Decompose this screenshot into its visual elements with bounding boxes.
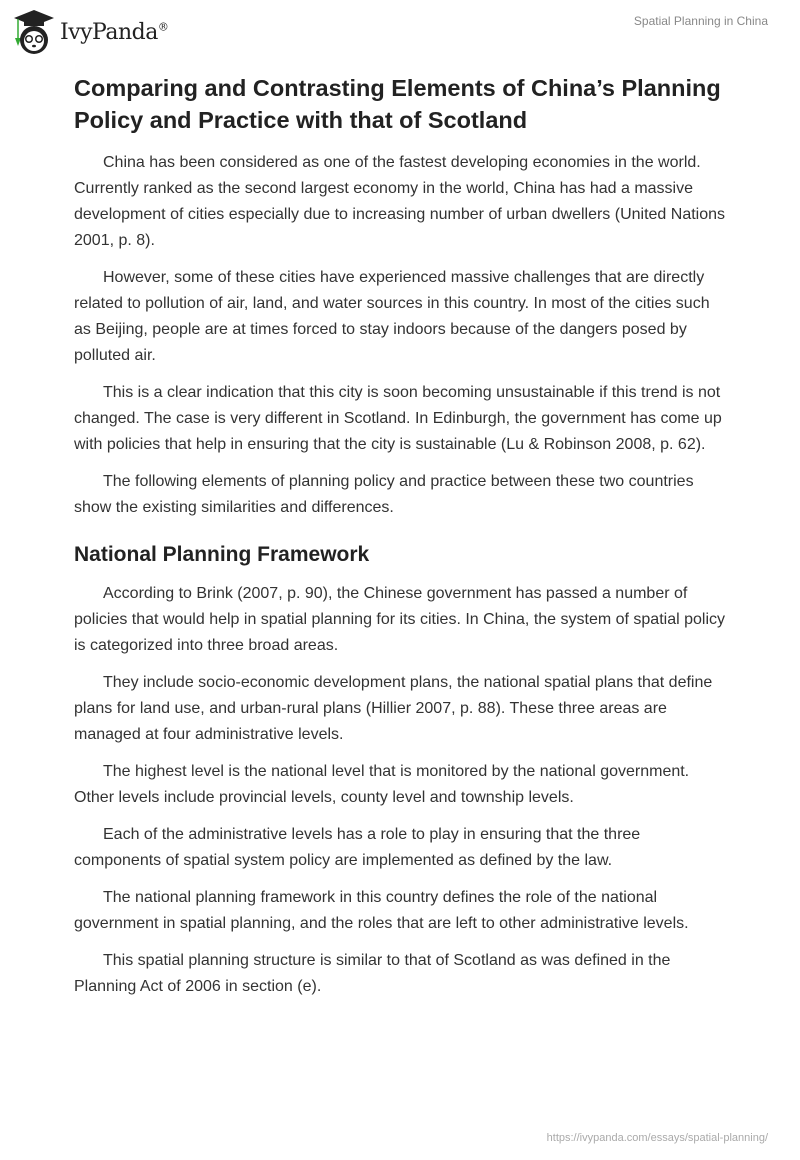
paragraph: The following elements of planning policy and practice between these two countries show the existing similarities and differences.: [74, 473, 694, 516]
panda-graduate-icon: [12, 8, 56, 56]
ivypanda-logo[interactable]: [12, 8, 168, 56]
paragraph: China has been considered as one of the fastest developing economies in the world. Currently ranked as the second largest economy in the world, China has had a massive development of cities especially due to increasing number of urban dwellers (United Nations 2001, p. 8).: [74, 154, 726, 249]
paragraph: This is a clear indication that this city is soon becoming unsustainable if this trend is not changed. The case is very different in Scotland. In Edinburgh, the government has come up with policies that help in ensuring that the city is sustainable (Lu & Robinson 2008, p. 62).: [74, 384, 722, 453]
source-url[interactable]: https://ivypanda.com/essays/spatial-planning/: [546, 1132, 768, 1144]
paragraph: They include socio-economic development plans, the national spatial plans that define plans for land use, and urban-rural plans (Hillier 2007, p. 88). These three areas are managed at four administrative levels.: [74, 674, 713, 743]
paragraph: The highest level is the national level that is monitored by the national government. Other levels include provincial levels, county level and township levels.: [74, 763, 690, 806]
essay-content: [74, 72, 730, 1011]
paragraph: This spatial planning structure is similar to that of Scotland as was defined in the Planning Act of 2006 in section (e).: [74, 952, 671, 995]
document-title: Spatial Planning in China: [633, 14, 768, 28]
essay-title: Comparing and Contrasting Elements of China’s Planning Policy and Practice with that of Scotland: [74, 75, 721, 133]
section-heading: National Planning Framework: [74, 543, 370, 566]
paragraph: The national planning framework in this country defines the role of the national government in spatial planning, and the roles that are left to other administrative levels.: [74, 889, 689, 932]
paragraph: According to Brink (2007, p. 90), the Chinese government has passed a number of policies that would help in spatial planning for its cities. In China, the system of spatial policy is categorized into three broad areas.: [74, 585, 726, 654]
paragraph: However, some of these cities have experienced massive challenges that are directly related to pollution of air, land, and water sources in this country. In most of the cities such as Beijing, people are at times forced to stay indoors because of the dangers posed by polluted air.: [74, 269, 710, 364]
paragraph: Each of the administrative levels has a role to play in ensuring that the three components of spatial system policy are implemented as defined by the law.: [74, 826, 641, 869]
page-header: [0, 0, 800, 60]
brand-name: IvyPanda®: [60, 19, 169, 45]
